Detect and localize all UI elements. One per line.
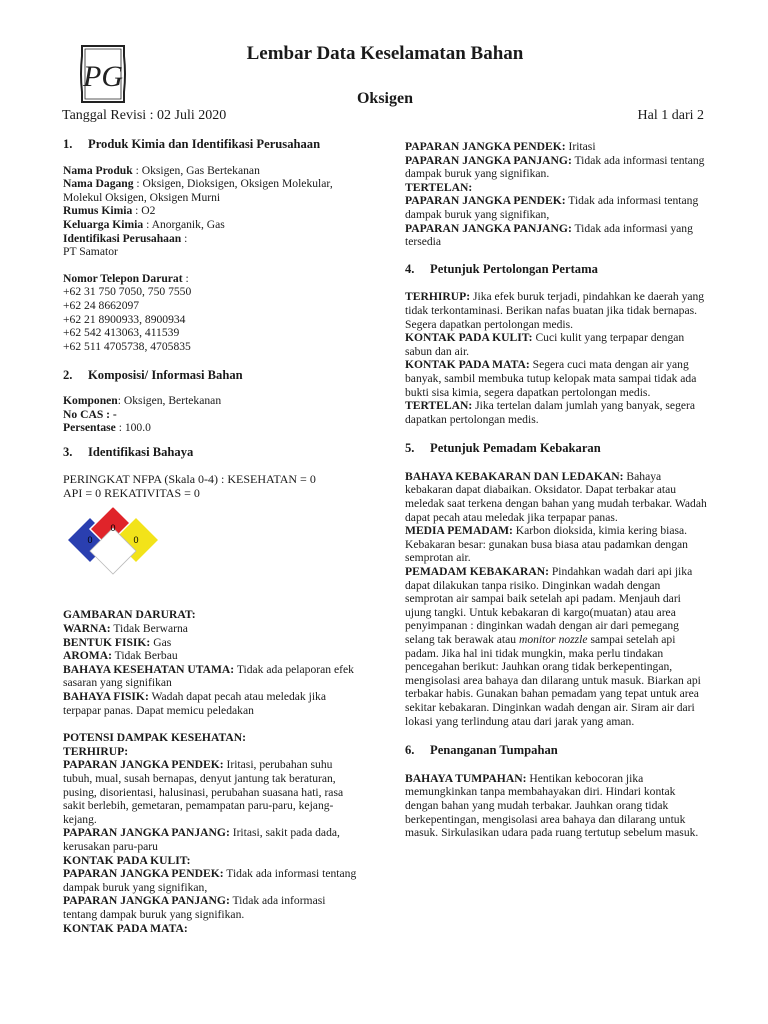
extinguishing-media: MEDIA PEMADAM: Karbon dioksida, kimia kering biasa. Kebakaran besar: gunakan busa biasa atau padamkan dengan semprotan air. xyxy=(405,524,688,565)
page-number: Hal 1 dari 2 xyxy=(637,108,704,123)
chemical-family: Keluarga Kimia : Anorganik, Gas xyxy=(63,217,225,231)
section-1-heading: 1. Produk Kimia dan Identifikasi Perusahaan xyxy=(63,137,321,151)
physical-form: BENTUK FISIK: Gas xyxy=(63,635,172,649)
phone-number: +62 511 4705738, 4705835 xyxy=(63,339,191,353)
company-identification: Identifikasi Perusahaan : xyxy=(63,231,188,245)
company-logo xyxy=(76,42,130,106)
nfpa-reactivity-value: 0 xyxy=(133,535,139,546)
main-health-hazard: BAHAYA KESEHATAN UTAMA: Tidak ada pelaporan efek sasaran yang signifikan xyxy=(63,662,354,690)
eye-short-term: PAPARAN JANGKA PENDEK: Iritasi xyxy=(405,140,596,153)
left-column xyxy=(63,138,361,935)
nfpa-rating-line2: API = 0 REKATIVITAS = 0 xyxy=(63,485,200,500)
nfpa-fire-value: 0 xyxy=(110,523,116,534)
component: Komponen: Oksigen, Bertekanan xyxy=(63,393,222,407)
right-column xyxy=(405,140,707,840)
product-name: Nama Produk : Oksigen, Gas Bertekanan xyxy=(63,163,260,177)
section-5-heading: 5. Petunjuk Pemadam Kebakaran xyxy=(405,441,601,456)
fire-explosion-hazard: BAHAYA KEBAKARAN DAN LEDAKAN: Bahaya kebakaran dapat diabaikan. Oksidator. Dapat terbakar atau meledak saat terkena dengan bahan yang mudah terbakar. Wadah dapat pecah atau meledak jika terpapar panas. xyxy=(405,469,707,524)
document-title: Lembar Data Keselamatan Bahan xyxy=(246,43,524,64)
emergency-overview-heading: GAMBARAN DARURAT: xyxy=(63,608,196,622)
ingestion-long-term: PAPARAN JANGKA PANJANG: Tidak ada informasi yang tersedia xyxy=(405,221,693,249)
first-aid-ingestion: TERTELAN: Jika tertelan dalam jumlah yang banyak, segera dapatkan pertolongan medis. xyxy=(405,399,696,426)
phone-number: +62 31 750 7050, 750 7550 xyxy=(63,285,192,299)
odor: AROMA: Tidak Berbau xyxy=(63,649,178,663)
trade-name: Nama Dagang : Oksigen, Dioksigen, Oksigen Molekular, Molekul Oksigen, Oksigen Murni xyxy=(63,177,333,204)
company-name: PT Samator xyxy=(63,245,118,259)
nfpa-health-value: 0 xyxy=(87,535,93,546)
nfpa-rating: PERINGKAT NFPA (Skala 0-4) : KESEHATAN = 0 xyxy=(63,472,316,487)
section-2-heading: 2. Komposisi/ Informasi Bahan xyxy=(63,368,243,383)
inhalation-short-term: PAPARAN JANGKA PENDEK: Iritasi, perubahan suhu tubuh, mual, susah bernapas, denyut jantung tak beraturan, pusing, disorientasi, halusinasi, perubahan suasana hati, rasa sakit berlebih, gemetaran, pemampatan paru-paru, kejang-kejang. xyxy=(63,758,344,826)
health-effects-heading: POTENSI DAMPAK KESEHATAN: xyxy=(63,731,246,745)
inhalation-heading: TERHIRUP: xyxy=(63,744,129,758)
nfpa-diamond xyxy=(65,506,165,576)
skin-contact-heading: KONTAK PADA KULIT: xyxy=(63,853,191,867)
section-3-heading: 3. Identifikasi Bahaya xyxy=(63,444,194,459)
inhalation-long-term: PAPARAN JANGKA PANJANG: Iritasi, sakit pada dada, kerusakan paru-paru xyxy=(63,826,340,853)
emergency-phone-label: Nomor Telepon Darurat : xyxy=(63,271,189,285)
phone-number: +62 24 8662097 xyxy=(63,298,140,312)
first-aid-skin: KONTAK PADA KULIT: Cuci kulit yang terpapar dengan sabun dan air. xyxy=(405,331,685,358)
product-title: Oksigen xyxy=(356,90,413,107)
cas-number: No CAS : - xyxy=(63,407,117,421)
first-aid-eye: KONTAK PADA MATA: Segera cuci mata dengan air yang banyak, sambil membuka tutup kelopak mata sampai tidak ada bukti sisa kimia, segera dapatkan pertolongan medis. xyxy=(405,358,697,399)
chemical-formula: Rumus Kimia : O2 xyxy=(63,204,156,218)
phone-number: +62 21 8900933, 8900934 xyxy=(63,312,186,326)
firefighting: PEMADAM KEBAKARAN: Pindahkan wadah dari api jika dapat dilakukan tanpa risiko. Dinginkan wadah dengan semprotan air sampai baik setelah api padam. Menjauh dari ujung tangki. Untuk kebakaran di kargo(muatan) atau area penyimpanan : dinginkan wadah dengan air dari pemegang selang tak berawak atau monitor nozzle sampai setelah api padam. Jika hal ini tidak mungkin, maka perlu tindakan pencegahan berikut: Jauhkan orang tidak berkepentingan, mengisolasi area bahaya dan dilarang untuk masuk. Biarkan api terbakar habis. Gunakan bahan pemadam yang tepat untuk area sekitar kebakaran. Dinginkan wadah dengan air. Siram air dari lokasi yang terlindung atau dari jarak yang aman. xyxy=(405,565,701,728)
ingestion-short-term: PAPARAN JANGKA PENDEK: Tidak ada informasi tentang dampak buruk yang signifikan, xyxy=(405,194,699,221)
section-6-heading: 6. Penanganan Tumpahan xyxy=(405,743,558,758)
skin-short-term: PAPARAN JANGKA PENDEK: Tidak ada informasi tentang dampak buruk yang signifikan, xyxy=(63,867,357,894)
physical-hazard: BAHAYA FISIK: Wadah dapat pecah atau meledak jika terpapar panas. Dapat memicu peledakan xyxy=(63,690,326,717)
spill-hazard: BAHAYA TUMPAHAN: Hentikan kebocoran jika memungkinkan tanpa membahayakan diri. Hindari kontak dengan bahan yang mudah terbakar. Jauhkan orang tidak berkepentingan, mengisolasi area bahaya dan dilarang untuk masuk. Sirkulasikan udara pada ruang tertutup sebelum masuk. xyxy=(405,771,699,840)
revision-date: Tanggal Revisi : 02 Juli 2020 xyxy=(62,108,227,123)
phone-number: +62 542 413063, 411539 xyxy=(63,326,180,340)
color: WARNA: Tidak Berwarna xyxy=(63,622,188,636)
skin-long-term: PAPARAN JANGKA PANJANG: Tidak ada informasi tentang dampak buruk yang signifikan. xyxy=(63,894,326,921)
section-4-heading: 4. Petunjuk Pertolongan Pertama xyxy=(405,261,598,276)
ingestion-heading: TERTELAN: xyxy=(405,180,473,194)
eye-contact-heading: KONTAK PADA MATA: xyxy=(63,921,188,935)
svg-text:PG: PG xyxy=(83,60,123,93)
percentage: Persentase : 100.0 xyxy=(63,421,151,435)
eye-long-term: PAPARAN JANGKA PANJANG: Tidak ada informasi tentang dampak buruk yang signifikan. xyxy=(405,153,705,181)
first-aid-inhalation: TERHIRUP: Jika efek buruk terjadi, pindahkan ke daerah yang tidak terkontaminasi. Berikan nafas buatan jika tidak bernapas. Segera dapatkan pertolongan medis. xyxy=(405,290,705,331)
